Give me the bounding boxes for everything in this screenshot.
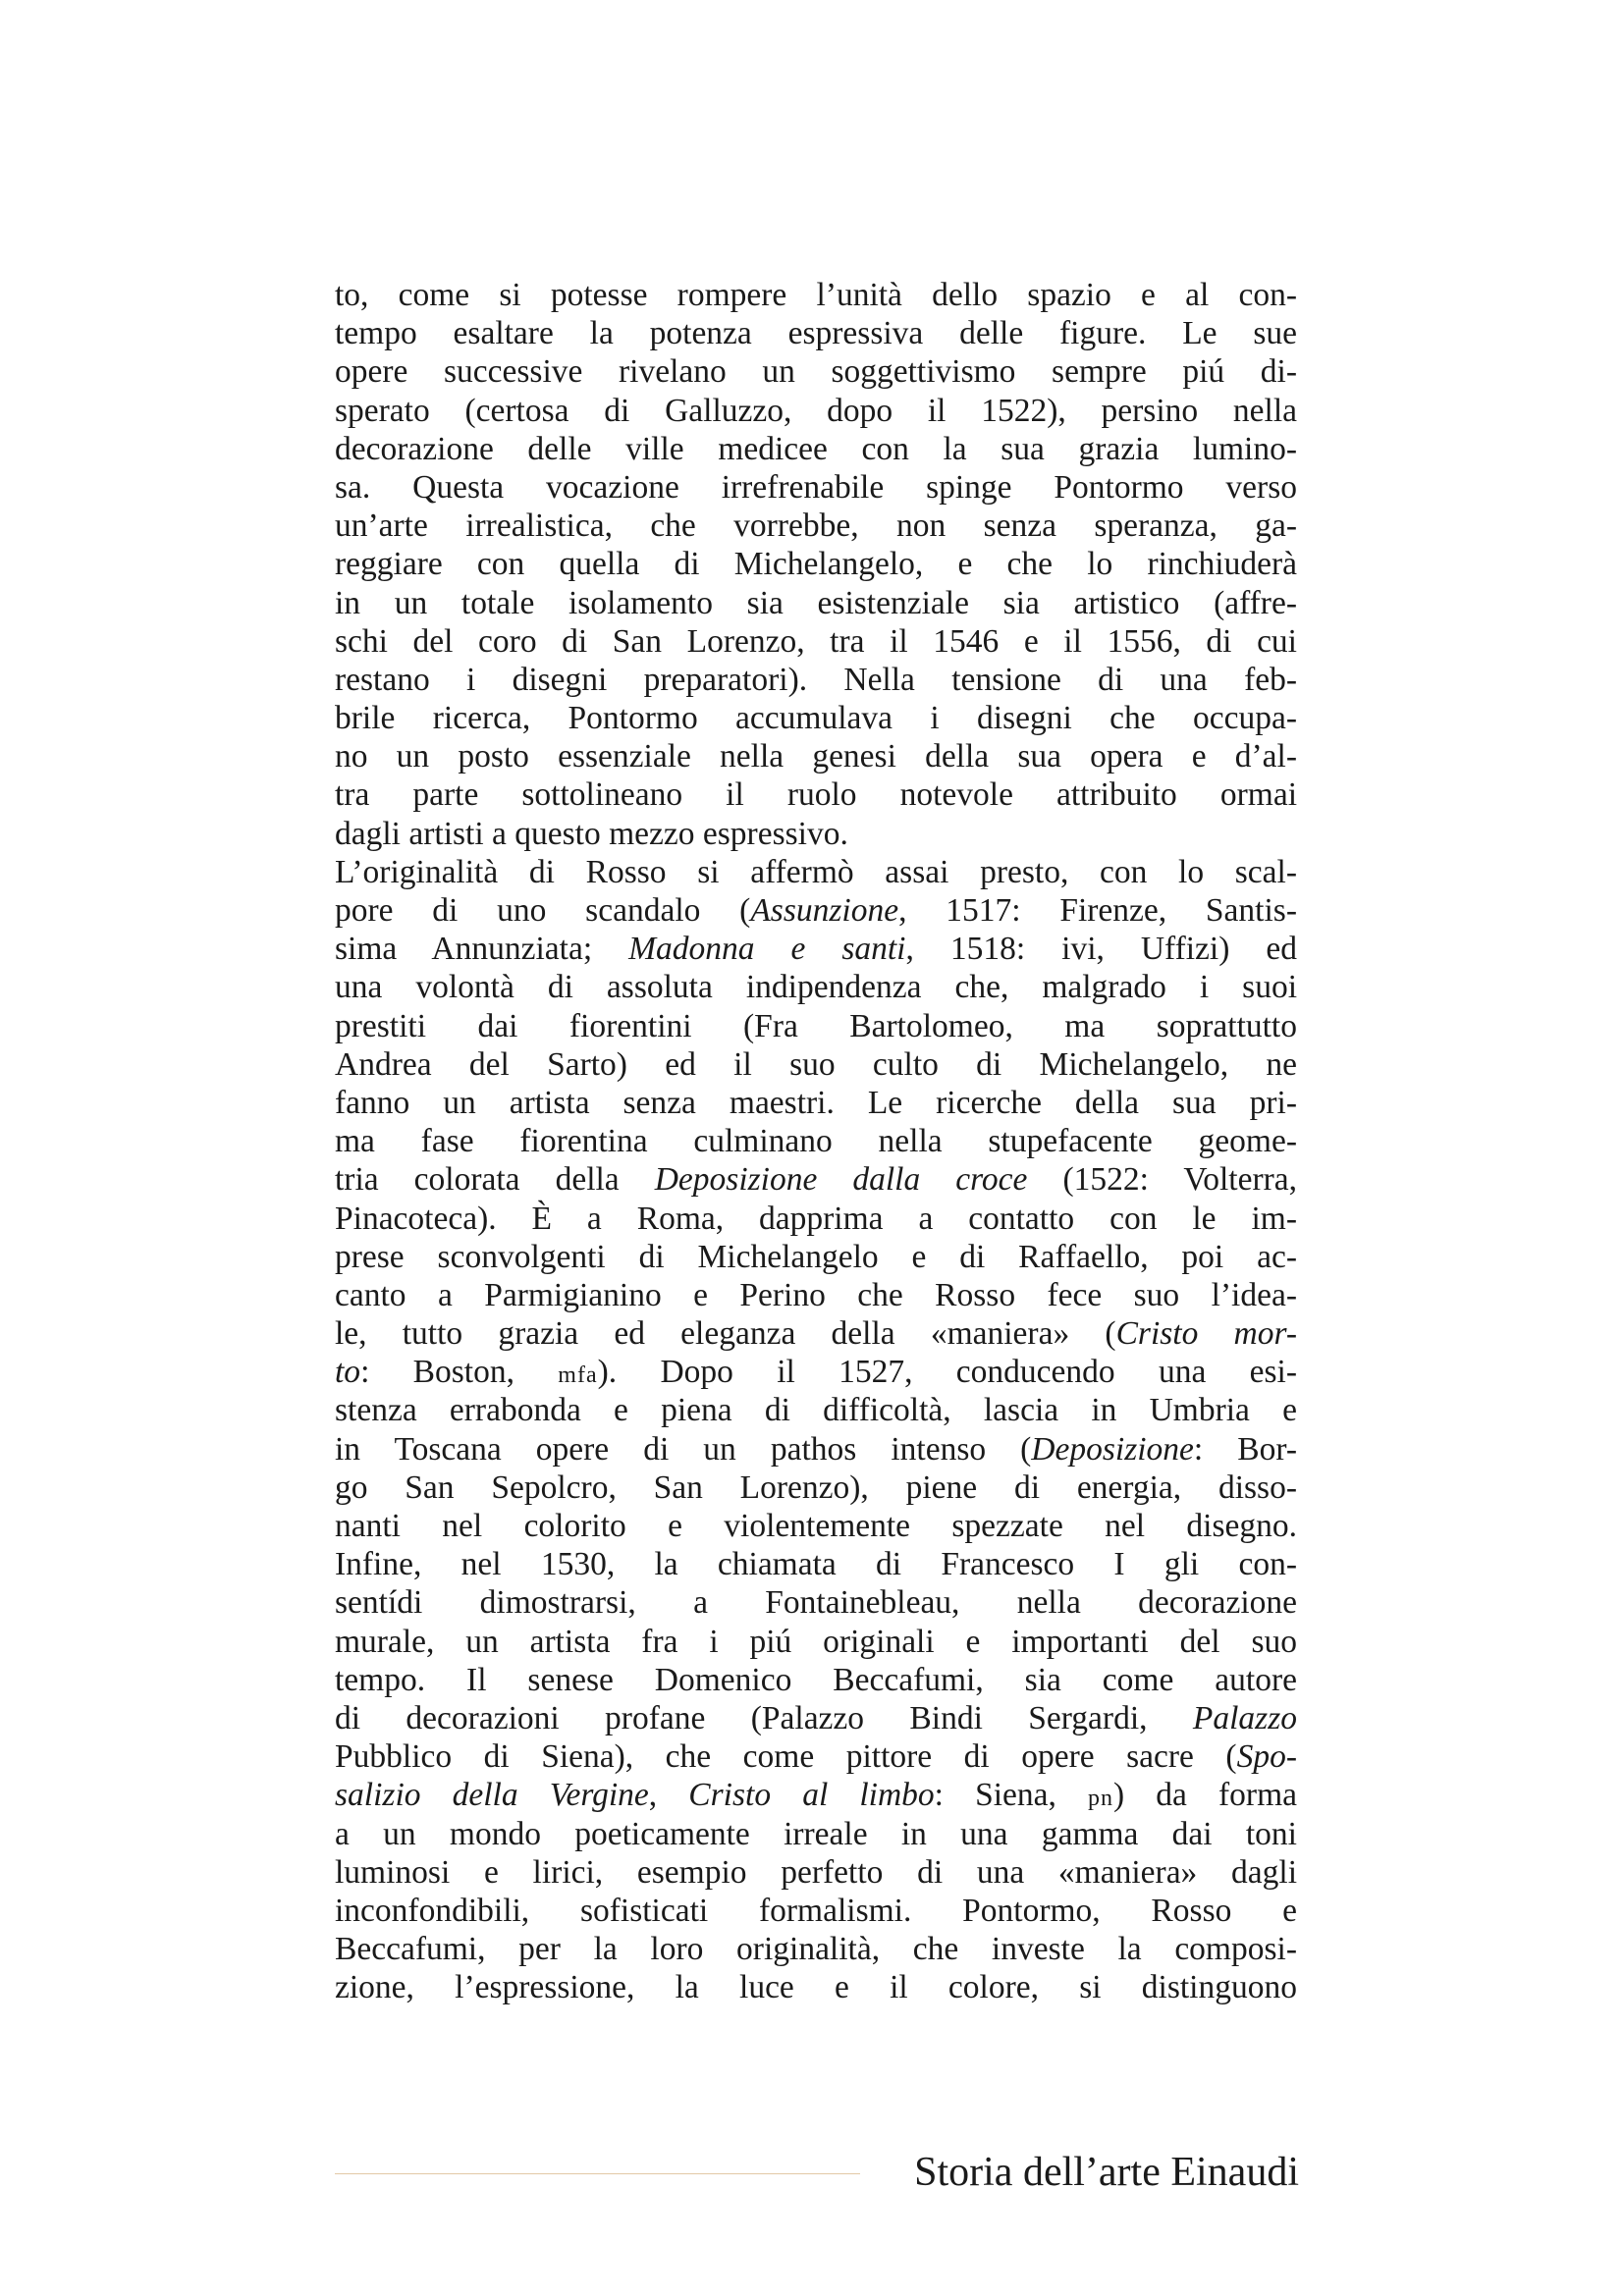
text-line: le, tutto grazia ed eleganza della «maniera» (Cristo mor- [335, 1315, 1298, 1353]
text-line: di decorazioni profane (Palazzo Bindi Sergardi, Palazzo [335, 1699, 1297, 1736]
text-line: Infine, nel 1530, la chiamata di Francesco I gli con- [335, 1546, 1297, 1583]
text-line: una volontà di assoluta indipendenza che, malgrado i suoi [335, 969, 1297, 1006]
text-line: decorazione delle ville medicee con la sua grazia lumino- [335, 430, 1297, 467]
text-line: sa. Questa vocazione irrefrenabile spinge Pontormo verso [335, 468, 1297, 506]
text-line: stenza errabonda e piena di difficoltà, lascia in Umbria e [335, 1392, 1297, 1429]
text-line: salizio della Vergine, Cristo al limbo: Siena, pn) da forma [335, 1777, 1298, 1814]
text-line: tria colorata della Deposizione dalla croce (1522: Volterra, [335, 1161, 1298, 1199]
text-line: zione, l’espressione, la luce e il colore, si distinguono [335, 1969, 1297, 2006]
text-line: L’originalità di Rosso si affermò assai presto, con lo scal- [335, 853, 1297, 890]
text-line: fanno un artista senza maestri. Le ricerche della sua pri- [335, 1084, 1297, 1121]
footer-rule [335, 2173, 860, 2174]
text-line: a un mondo poeticamente irreale in una gamma dai toni [335, 1815, 1297, 1852]
text-line: brile ricerca, Pontormo accumulava i disegni che occupa- [335, 700, 1297, 737]
text-line: tempo. Il senese Domenico Beccafumi, sia come autore [335, 1661, 1297, 1698]
text-line: prestiti dai fiorentini (Fra Bartolomeo, ma soprattutto [335, 1007, 1297, 1044]
text-line: murale, un artista fra i piú originali e importanti del suo [335, 1623, 1297, 1660]
text-line: dagli artisti a questo mezzo espressivo. [335, 815, 848, 852]
text-line: luminosi e lirici, esempio perfetto di una «maniera» dagli [335, 1853, 1297, 1891]
museum-abbreviation: mfa [558, 1362, 598, 1389]
text-line: opere successive rivelano un soggettivismo sempre piú di- [335, 353, 1297, 391]
text-line: to: Boston, mfa). Dopo il 1527, conducendo una esi- [335, 1354, 1297, 1391]
text-line: Andrea del Sarto) ed il suo culto di Michelangelo, ne [335, 1045, 1297, 1083]
artwork-title: Cristo al limbo [688, 1777, 935, 1814]
text-line: Pubblico di Siena), che come pittore di opere sacre (Spo- [335, 1738, 1297, 1776]
footer-title: Storia dell’arte Einaudi [914, 2150, 1299, 2195]
artwork-title: Assunzione [750, 892, 899, 929]
body-text [335, 276, 1297, 2006]
text-line: tra parte sottolineano il ruolo notevole attribuito ormai [335, 776, 1297, 814]
text-line: un’arte irrealistica, che vorrebbe, non senza speranza, ga- [335, 507, 1297, 545]
artwork-title: Madonna e santi [628, 931, 906, 968]
text-line: reggiare con quella di Michelangelo, e che lo rinchiuderà [335, 546, 1297, 583]
museum-abbreviation: pn [1088, 1786, 1114, 1812]
text-line: sperato (certosa di Galluzzo, dopo il 1522), persino nella [335, 392, 1297, 429]
artwork-title: to [335, 1354, 361, 1391]
text-line: pore di uno scandalo (Assunzione, 1517: Firenze, Santis- [335, 892, 1297, 929]
text-line: inconfondibili, sofisticati formalismi. Pontormo, Rosso e [335, 1892, 1297, 1929]
artwork-title: Palazzo [1192, 1699, 1297, 1736]
text-line: schi del coro di San Lorenzo, tra il 1546 e il 1556, di cui [335, 622, 1297, 660]
text-line: restano i disegni preparatori). Nella tensione di una feb- [335, 661, 1297, 698]
text-line: in Toscana opere di un pathos intenso (Deposizione: Bor- [335, 1430, 1297, 1468]
artwork-title: Deposizione [1031, 1430, 1194, 1468]
text-line: no un posto essenziale nella genesi della sua opera e d’al- [335, 738, 1297, 775]
text-line: sentídi dimostrarsi, a Fontainebleau, nella decorazione [335, 1584, 1297, 1622]
artwork-title: salizio della Vergine [335, 1777, 649, 1814]
text-line: prese sconvolgenti di Michelangelo e di Raffaello, poi ac- [335, 1238, 1297, 1275]
text-line: go San Sepolcro, San Lorenzo), piene di energia, disso- [335, 1468, 1297, 1506]
text-line: to, come si potesse rompere l’unità dello spazio e al con- [335, 277, 1297, 313]
text-line: ma fase fiorentina culminano nella stupefacente geome- [335, 1123, 1297, 1160]
artwork-title: Cristo mor- [1115, 1315, 1298, 1353]
artwork-title: Spo- [1236, 1738, 1297, 1776]
text-line: sima Annunziata; Madonna e santi, 1518: ivi, Uffizi) ed [335, 931, 1297, 968]
text-line: in un totale isolamento sia esistenziale sia artistico (affre- [335, 584, 1297, 621]
text-line: tempo esaltare la potenza espressiva delle figure. Le sue [335, 315, 1297, 352]
artwork-title: Deposizione dalla croce [654, 1161, 1028, 1199]
text-line: Pinacoteca). È a Roma, dapprima a contatto con le im- [335, 1200, 1297, 1237]
text-line: Beccafumi, per la loro originalità, che investe la composi- [335, 1931, 1297, 1968]
text-line: nanti nel colorito e violentemente spezzate nel disegno. [335, 1508, 1297, 1544]
text-line: canto a Parmigianino e Perino che Rosso fece suo l’idea- [335, 1276, 1297, 1313]
